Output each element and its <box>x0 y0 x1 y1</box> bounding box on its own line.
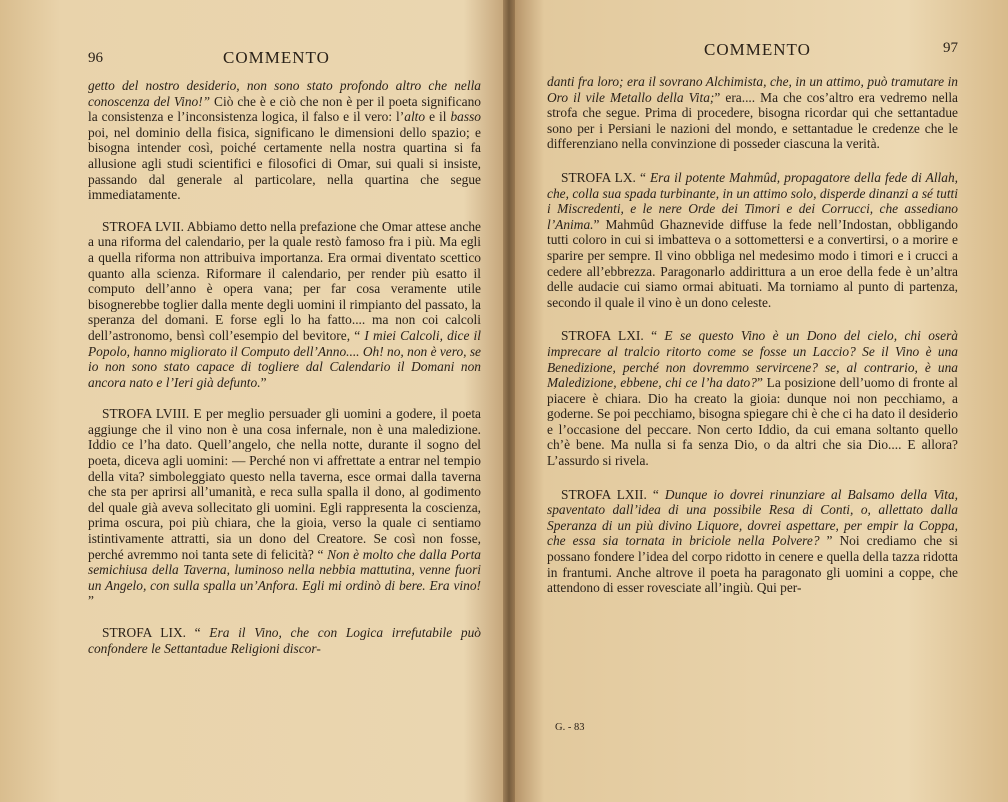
left-page-body <box>88 78 481 656</box>
right-page <box>513 0 1008 802</box>
right-running-head: COMMENTO <box>704 40 811 59</box>
paragraph-strofa-lviii: STROFA LVIII. E per meglio persuader gli uomini a godere, il poeta aggiunge che il vino non è una cosa infernale, non è una maledizione. Iddio ce l’ha dato. Quell’angelo, che nella notte, durante il sogno del poeta, diceva agli uomini: — Perché non vi affrettate a entrar nel tempio della vita? simboleggiato questo nella taverna, esce ormai dalla taverna che sta per aprirsi all’umanità, e reca sulla spalla il dono, al godimento del quale già aveva sollecitato gli uomini. Egli rappresenta la coscienza, prima oscura, poi più chiara, che la gioia, verso la quale ci sentiamo istintivamente attratti, sia un dono del Creatore. Se così non fosse, perché avremmo noi tanta sete di felicità? “ Non è molto che dalla Porta semichiusa della Taverna, luminoso nella nebbia mattutina, venne fuori un Angelo, con sulla spalla un’Anfora. Egli mi ordinò di bere. Era vino! ” <box>88 406 481 609</box>
paragraph-strofa-lxi: STROFA LXI. “ E se questo Vino è un Dono del cielo, chi oserà imprecare al tralcio ritorto come se fosse un Laccio? Se il Vino è una Benedizione, perché non dovremmo servircene? se, al contrario, è una Maledizione, ebbene, chi ce l’ha dato?” La posizione dell’uomo di fronte al piacere è chiara. Dio ha creato la gioia: dunque noi non pecchiamo, a goderne. Se poi pecchiamo, bisogna spiegare chi è che ci ha dato il desiderio e l’occasione del peccare. Non certo Iddio, da cui emana soltanto quello ch’è bene. Ma nulla si fa senza Dio, o da altri che sia Dio.... E allora? L’assurdo si rivela. <box>547 328 958 469</box>
left-running-head: COMMENTO <box>223 48 330 67</box>
paragraph: danti fra loro; era il sovrano Alchimista, che, in un attimo, può tramutare in Oro il vile Metallo della Vita;” era.... Ma che cos’altro era vedremo nella strofa che segue. Prima di procedere, bisogna ricordar qui che settantadue sono per i Persiani le nazioni del mondo, e settantadue le credenze che le differenziano nella convinzione di posseder ciascuna la verità. <box>547 74 958 152</box>
paragraph-strofa-lxii: STROFA LXII. “ Dunque io dovrei rinunziare al Balsamo della Vita, spaventato dall’idea di una possibile Resa di Conti, o, allettato dalla Speranza di un più divino Liquore, dovrei aspettare, per empir la Coppa, che essa sia tornata in briciole nella Polvere? ” Noi crediamo che si possano fondere l’idea del corpo ridotto in cenere e quella della tazza ridotta in frantumi. Anche altrove il poeta ha paragonato gli uomini a coppe, che attendono di esser rovesciate all’ingiù. Qui per- <box>547 486 958 596</box>
paragraph: getto del nostro desiderio, non sono stato profondo altro che nella conoscenza del Vino!” Ciò che è e ciò che non è per il poeta significano la consistenza e l’inconsistenza logica, il falso e il vero: l’alto e il basso poi, nel dominio della fisica, significano le dimensioni dello spazio; e bisogna intender così, poiché certamente nella nostra quartina si fa allusione agli studi scientifici e filosofici di Omar, sui quali si insiste, passando dal generale al particolare, nella quartina che segue immediatamente. <box>88 78 481 203</box>
right-page-header <box>547 36 958 68</box>
paragraph-strofa-lx: STROFA LX. “ Era il potente Mahmûd, propagatore della fede di Allah, che, colla sua spada turbinante, in un attimo solo, disperde dinanzi a sé tutti i Miscredenti, e le nere Orde dei Timori e dei Corrucci, che assediano l’Anima.” Mahmûd Ghaznevide diffuse la fede nell’Indostan, obbligando tutti coloro in cui si imbatteva o a sottomettersi e a convertirsi, o a morire e sparire per sempre. Il vino obbliga nel medesimo modo i timori e i crucci a cedere all’ebbrezza. Paragonarlo addirittura a un eroe della fede è un’altra delle audacie cui siamo ormai abituati. Ma torniamo al punto di partenza, secondo il quale il vino è un dono celeste. <box>547 169 958 310</box>
signature-mark: G. - 83 <box>555 722 585 733</box>
right-page-body <box>547 74 958 596</box>
left-page-number: 96 <box>88 50 103 66</box>
paragraph-strofa-lvii: STROFA LVII. Abbiamo detto nella prefazione che Omar attese anche a una riforma del calendario, per la quale restò famoso fra i più. Ma egli a quella riforma non attribuiva importanza. Era ormai diventato scettico quanto alla scienza. Riformare il calendario, per render più esatto il computo dell’anno è opera vana; per far cosa veramente utile bisognerebbe toglier dalla mente degli uomini il rimpianto del passato, la speranza del domani. E forse egli lo ha fatto.... ma non coi calcoli dell’astronomo, bensì coll’esempio del bevitore, “ I miei Calcoli, dice il Popolo, hanno migliorato il Computo dell’Anno.... Oh! no, non è vero, se io non sono stato capace di togliere dal Calendario il Domani non ancora nato e l’Ieri già defunto.” <box>88 218 482 390</box>
paragraph-strofa-lix: STROFA LIX. “ Era il Vino, che con Logica irrefutabile può confondere le Settantadue Religioni discor- <box>88 625 481 656</box>
right-page-number: 97 <box>943 40 958 56</box>
left-page-header <box>88 46 481 78</box>
